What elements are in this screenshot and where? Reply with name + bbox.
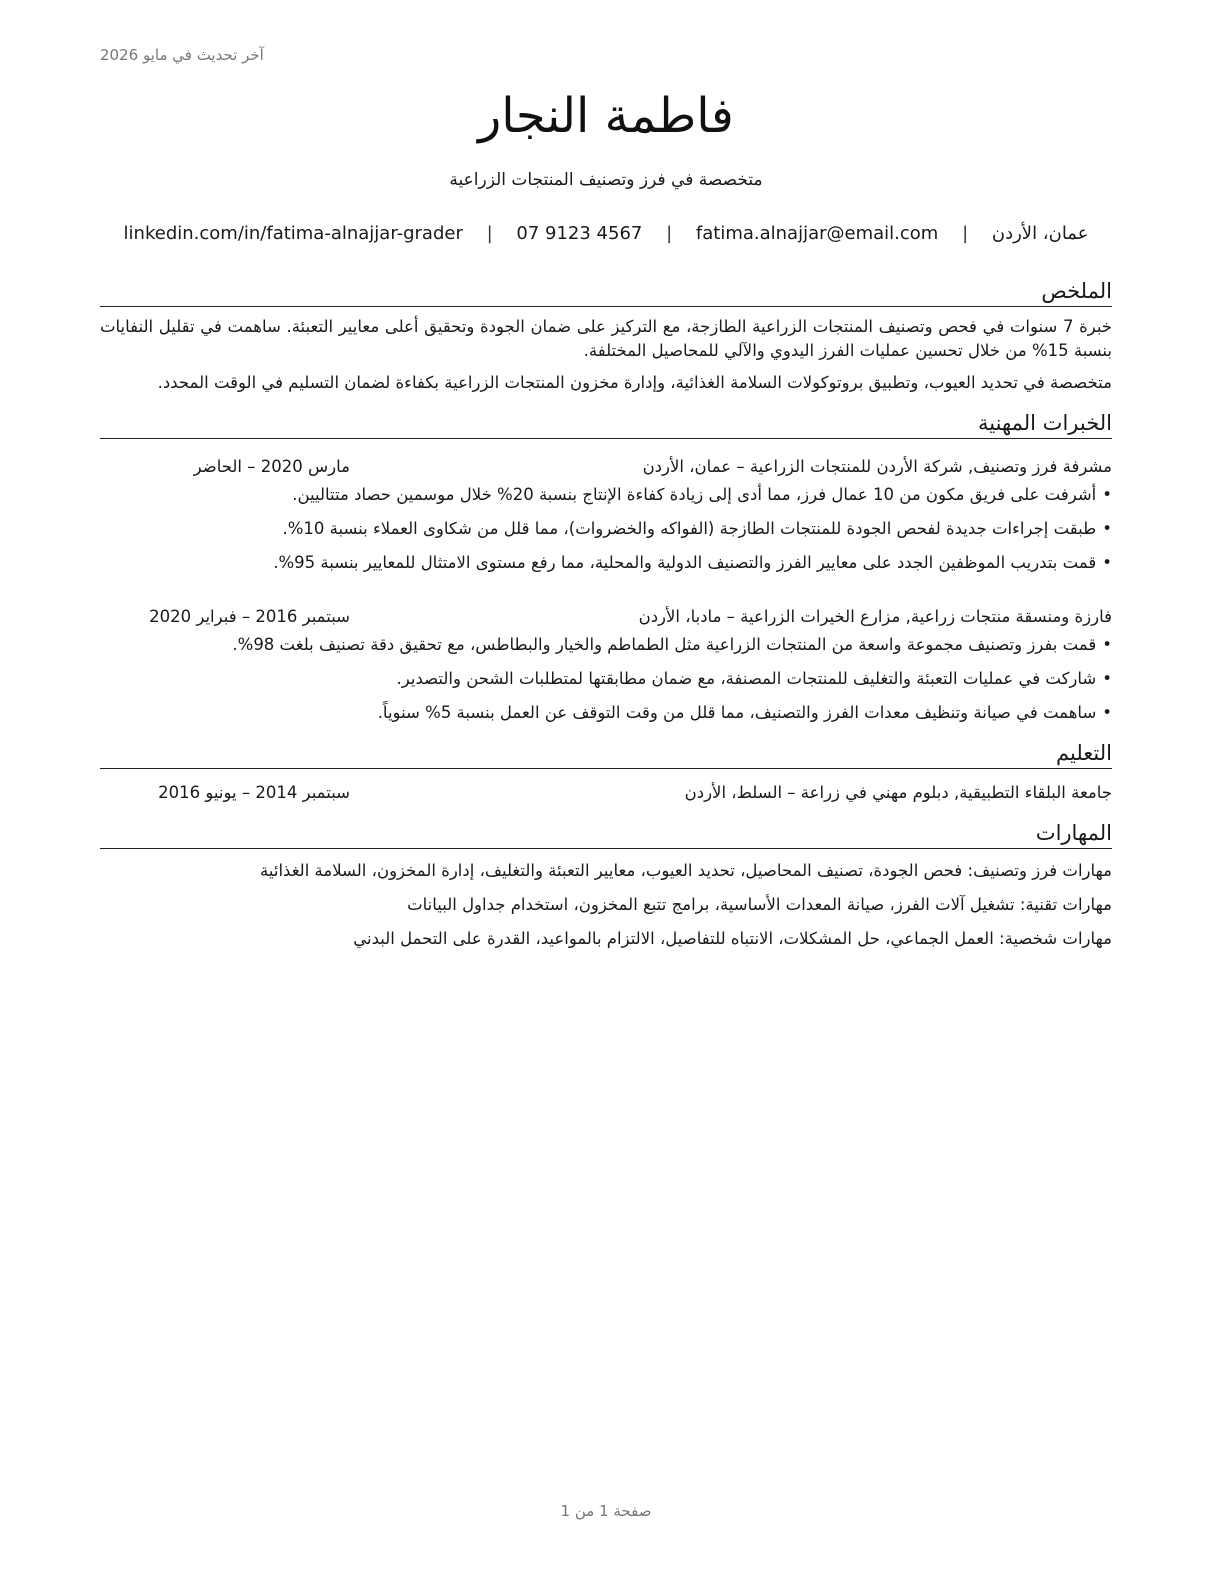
job-bullet: • أشرفت على فريق مكون من 10 عمال فرز، مما أدى إلى زيادة كفاءة الإنتاج بنسبة 20% خلال موسمين حصاد متتاليين.: [100, 483, 1112, 507]
contact-linkedin[interactable]: linkedin.com/in/fatima-alnajjar-grader: [123, 223, 463, 244]
job-header: [100, 605, 1112, 629]
contact-separator: |: [666, 223, 673, 244]
education-section: [100, 739, 1112, 805]
resume-content: [100, 277, 1112, 951]
section-title-education: التعليم: [100, 739, 1112, 769]
last-updated-note: آخر تحديث في مايو 2026: [100, 46, 264, 64]
job-bullets: [100, 483, 1112, 575]
contact-line: [100, 223, 1112, 244]
job-dates: مارس 2020 – الحاضر: [193, 457, 350, 476]
job-bullet: • طبقت إجراءات جديدة لفحص الجودة للمنتجات الطازجة (الفواكه والخضروات)، مما قلل من شكاوى العملاء بنسبة 10%.: [100, 517, 1112, 541]
job-entry: [100, 455, 1112, 575]
education-dates: سبتمبر 2014 – يونيو 2016: [158, 783, 350, 802]
skills-line: مهارات تقنية: تشغيل آلات الفرز، صيانة المعدات الأساسية، برامج تتبع المخزون، استخدام جداول البيانات: [407, 895, 1112, 914]
contact-email[interactable]: fatima.alnajjar@email.com: [695, 223, 939, 244]
candidate-name: فاطمة النجار: [478, 88, 734, 144]
job-entry: [100, 605, 1112, 725]
education-entry: [100, 781, 1112, 805]
contact-separator: |: [486, 223, 493, 244]
job-bullet: • قمت بتدريب الموظفين الجدد على معايير الفرز والتصنيف الدولية والمحلية، مما رفع مستوى الامتثال للمعايير بنسبة 95%.: [100, 551, 1112, 575]
job-bullet: • ساهمت في صيانة وتنظيف معدات الفرز والتصنيف، مما قلل من وقت التوقف عن العمل بنسبة 5% سنوياً.: [100, 701, 1112, 725]
contact-separator: |: [962, 223, 969, 244]
education-degree: جامعة البلقاء التطبيقية, دبلوم مهني في زراعة – السلط، الأردن: [684, 783, 1112, 802]
resume-page: [100, 0, 1112, 1584]
job-role: مشرفة فرز وتصنيف, شركة الأردن للمنتجات الزراعية – عمان، الأردن: [642, 457, 1112, 476]
skills-line: مهارات شخصية: العمل الجماعي، حل المشكلات، الانتباه للتفاصيل، الالتزام بالمواعيد، القدرة على التحمل البدني: [353, 929, 1112, 948]
section-title-experience: الخبرات المهنية: [100, 409, 1112, 439]
summary-section: [100, 277, 1112, 395]
job-bullet: • قمت بفرز وتصنيف مجموعة واسعة من المنتجات الزراعية مثل الطماطم والخيار والبطاطس، مع تحقيق دقة تصنيف بلغت 98%.: [100, 633, 1112, 657]
job-bullets: [100, 633, 1112, 725]
contact-phone[interactable]: 07 9123 4567: [516, 223, 643, 244]
skills-line: مهارات فرز وتصنيف: فحص الجودة، تصنيف المحاصيل، تحديد العيوب، معايير التعبئة والتغليف، إدارة المخزون، السلامة الغذائية: [260, 861, 1112, 880]
experience-section: [100, 409, 1112, 725]
section-title-summary: الملخص: [100, 277, 1112, 307]
candidate-title: متخصصة في فرز وتصنيف المنتجات الزراعية: [449, 170, 763, 190]
page-number: صفحة 1 من 1: [560, 1502, 652, 1520]
job-role: فارزة ومنسقة منتجات زراعية, مزارع الخيرات الزراعية – مادبا، الأردن: [638, 607, 1112, 626]
contact-location: عمان، الأردن: [991, 223, 1089, 244]
job-bullet: • شاركت في عمليات التعبئة والتغليف للمنتجات المصنفة، مع ضمان مطابقتها لمتطلبات الشحن والتصدير.: [100, 667, 1112, 691]
skills-section: [100, 819, 1112, 951]
section-title-skills: المهارات: [100, 819, 1112, 849]
job-header: [100, 455, 1112, 479]
job-dates: سبتمبر 2016 – فبراير 2020: [149, 607, 350, 626]
summary-paragraph: متخصصة في تحديد العيوب، وتطبيق بروتوكولات السلامة الغذائية، وإدارة مخزون المنتجات الزراعية بكفاءة لضمان التسليم في الوقت المحدد.: [157, 373, 1112, 392]
summary-paragraph: خبرة 7 سنوات في فحص وتصنيف المنتجات الزراعية الطازجة، مع التركيز على ضمان الجودة وتحقيق أعلى معايير التعبئة. ساهمت في تقليل النفايات بنسبة 15% من خلال تحسين عمليات الفرز اليدوي والآلي للمحاصيل المختلفة.: [100, 317, 1112, 360]
